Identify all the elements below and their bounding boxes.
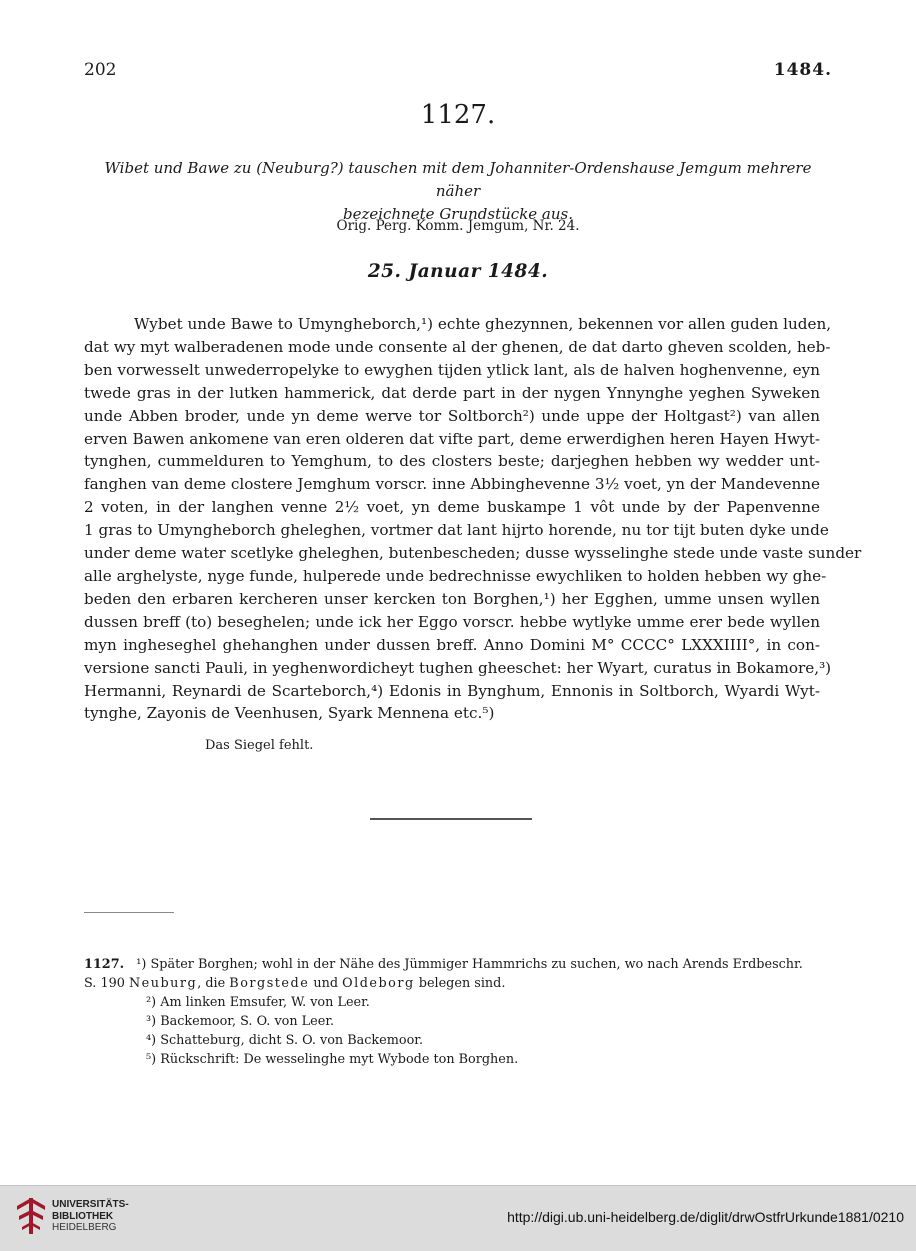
summary-line: Wibet und Bawe zu (Neuburg?) tauschen mit dem Johanniter-Ordenshause Jemgum mehrere näher: [104, 159, 812, 200]
university-seal-icon[interactable]: [14, 1196, 48, 1236]
footnote-marker: ⁴): [146, 1033, 157, 1048]
footnote-text: Rückschrift: De wesselinghe myt Wybode ton Borghen.: [160, 1052, 519, 1067]
footnote-lead-number: 1127.: [84, 957, 125, 972]
footnote-marker: ³): [146, 1014, 157, 1029]
footnote-text: S. 190: [84, 976, 125, 991]
footnote-text: Später Borghen; wohl in der Nähe des Jümmiger Hammrichs zu suchen, wo nach Arends Erdbeschr.: [150, 957, 803, 972]
running-head-year: 1484.: [773, 60, 832, 80]
footnote-marker: ²): [146, 995, 157, 1010]
library-name[interactable]: [52, 1199, 129, 1234]
footnote-text: Backemoor, S. O. von Leer.: [160, 1014, 335, 1029]
text-line: tynghen, cummelduren to Yemghum, to des closters beste; darjeghen hebben wy wedder unt-: [84, 452, 820, 471]
text-line: dat wy myt walberadenen mode unde consente al der ghenen, de dat darto gheven scolden, heb-: [84, 337, 831, 356]
library-name-line: HEIDELBERG: [52, 1222, 117, 1233]
text-line: dussen breff (to) beseghelen; unde ick her Eggo vorscr. hebbe wytlyke umme erer bede wyllen: [84, 612, 820, 631]
text-line: 1 gras to Umyngheborch gheleghen, vortmer dat lant hijrto horende, nu tor tijt buten dyke unde: [84, 521, 829, 540]
footnote-marker: ⁵): [146, 1052, 157, 1067]
footnote-1: [84, 955, 820, 974]
footnotes: [84, 955, 820, 1069]
library-name-line: UNIVERSITÄTS-: [52, 1199, 129, 1210]
source-reference: Orig. Perg. Komm. Jemgum, Nr. 24.: [336, 218, 580, 234]
library-name-line: BIBLIOTHEK: [52, 1210, 114, 1222]
text-line: ben vorwesselt unwederropelyke to ewyghen tijden ytlick lant, als de halven hoghenvenne, eyn: [84, 360, 820, 379]
text-line: beden den erbaren kercheren unser kercken ton Borghen,¹) her Egghen, umme unsen wyllen: [84, 589, 820, 608]
place-name: Neuburg: [128, 976, 198, 991]
footnote-text: und: [313, 976, 339, 991]
footnote-text: , die: [197, 976, 226, 991]
footnote-text: Schatteburg, dicht S. O. von Backemoor.: [160, 1033, 424, 1048]
footnote-3: [84, 1012, 820, 1031]
text-line: twede gras in der lutken hammerick, dat derde part in der nygen Ynnynghe yeghen Syweken: [84, 383, 820, 402]
footnote-2: [84, 993, 820, 1012]
charter-text: [84, 313, 862, 725]
seal-note: Das Siegel fehlt.: [205, 738, 314, 753]
text-line: under deme water scetlyke gheleghen, butenbescheden; dusse wysselinghe stede unde vaste sunder: [84, 544, 862, 563]
page-number: 202: [84, 60, 117, 80]
document-number: 1127.: [420, 100, 496, 130]
text-line: alle arghelyste, nyge funde, hulperede unde bedrechnisse ewychliken to holden hebben wy ghe-: [84, 566, 827, 585]
footnote-1-continued: [84, 974, 820, 993]
section-divider: [370, 818, 532, 820]
text-line: fanghen van deme clostere Jemghum vorscr. inne Abbinghevenne 3½ voet, yn der Mandevenne: [84, 475, 820, 494]
text-line: Hermanni, Reynardi de Scarteborch,⁴) Edonis in Bynghum, Ennonis in Soltborch, Wyardi Wyt-: [84, 681, 820, 700]
text-line: Wybet unde Bawe to Umyngheborch,¹) echte ghezynnen, bekennen vor allen guden luden,: [134, 315, 832, 333]
viewer-footer: [0, 1185, 916, 1251]
document-date: 25. Januar 1484.: [367, 261, 549, 282]
footnote-marker: ¹): [136, 957, 147, 972]
text-line: versione sancti Pauli, in yeghenwordicheyt tughen gheeschet: her Wyart, curatus in Bokamore,³): [84, 658, 832, 677]
footnote-text: belegen sind.: [418, 976, 506, 991]
footnote-4: [84, 1031, 820, 1050]
footnote-divider: [84, 912, 174, 913]
text-line: unde Abben broder, unde yn deme werve tor Soltborch²) unde uppe der Holtgast²) van allen: [84, 406, 820, 425]
summary-line: bezeichnete Grundstücke aus.: [343, 205, 573, 223]
footnote-text: Am linken Emsufer, W. von Leer.: [160, 995, 370, 1010]
document-summary: [84, 157, 832, 226]
text-line: tynghe, Zayonis de Veenhusen, Syark Mennena etc.⁵): [84, 704, 495, 723]
permalink-url[interactable]: http://digi.ub.uni-heidelberg.de/diglit/drwOstfrUrkunde1881/0210: [507, 1209, 904, 1225]
text-line: 2 voten, in der langhen venne 2½ voet, yn deme buskampe 1 vôt unde by der Papenvenne: [84, 498, 820, 517]
text-line: myn ingheseghel ghehanghen under dussen breff. Anno Domini M° CCCC° LXXXIIII°, in con-: [84, 635, 820, 654]
footnote-5: [84, 1050, 820, 1069]
text-line: erven Bawen ankomene van eren olderen dat vifte part, deme erwerdighen heren Hayen Hwyt-: [84, 429, 820, 448]
place-name: Borgstede: [229, 976, 310, 991]
place-name: Oldeborg: [342, 976, 415, 991]
